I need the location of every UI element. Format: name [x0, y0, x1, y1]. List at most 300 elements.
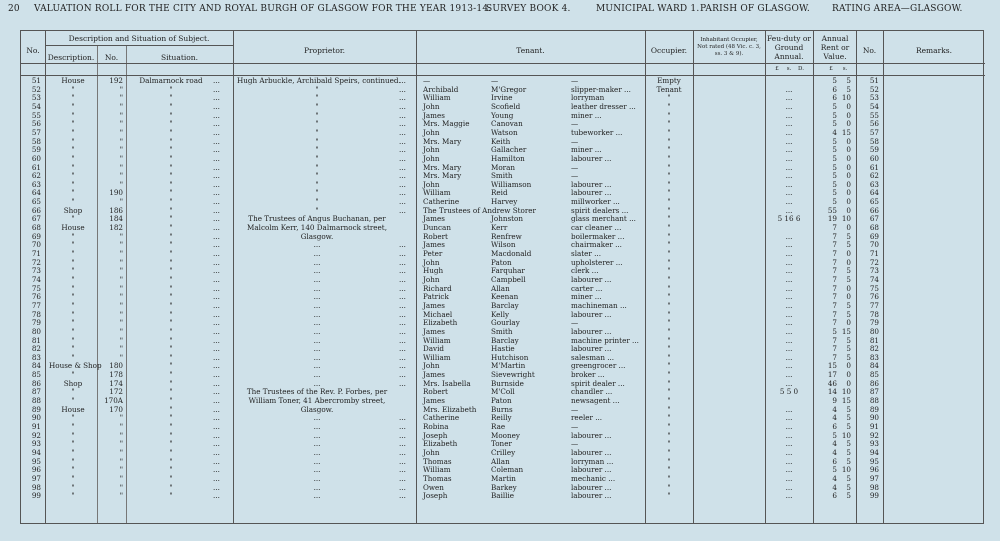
- row-rent-pounds: 7: [832, 335, 837, 345]
- row-feuduty: ...: [785, 309, 793, 319]
- row-rent-shillings: 0: [846, 292, 851, 302]
- row-situation-dots: ...: [213, 309, 220, 319]
- row-description: ": [71, 231, 75, 241]
- row-tenant-first: William: [423, 465, 451, 475]
- row-tenant-last: Burnside: [491, 378, 524, 388]
- row-rent-pounds: 46: [827, 378, 837, 388]
- row-tenant-last: Smith: [491, 326, 513, 336]
- row-tenant-occupation: —: [571, 162, 579, 172]
- row-tenant-occupation: labourer ...: [571, 326, 612, 336]
- row-tenant-first: John: [423, 145, 440, 155]
- row-proprietor-dots: ...: [399, 361, 406, 371]
- row-proprietor: ": [315, 84, 319, 94]
- row-situation: ": [169, 197, 173, 207]
- row-description: ": [71, 93, 75, 103]
- row-tenant-occupation: machineman ...: [571, 300, 627, 310]
- row-number-repeat: 90: [869, 413, 879, 423]
- row-tenant-occupation: machine printer ...: [571, 335, 639, 345]
- col-proprietor-header: Proprietor.: [303, 46, 346, 55]
- row-proprietor-dots: ...: [399, 179, 406, 189]
- row-tenant-first: Catherine: [423, 413, 460, 423]
- row-subject-no: ": [119, 84, 123, 94]
- row-occupier: ": [667, 378, 671, 388]
- row-tenant-last: Gourlay: [491, 318, 520, 328]
- row-occupier: ": [667, 361, 671, 371]
- row-feuduty: ...: [785, 153, 793, 163]
- row-proprietor-dots: ...: [399, 456, 406, 466]
- row-situation-dots: ...: [213, 318, 220, 328]
- row-description: ": [71, 266, 75, 276]
- row-rent-shillings: 15: [841, 396, 851, 406]
- row-description: ": [71, 162, 75, 172]
- row-number: 54: [31, 101, 41, 111]
- row-proprietor-dots: ...: [399, 101, 406, 111]
- row-occupier: ": [667, 179, 671, 189]
- row-number: 93: [31, 439, 41, 449]
- row-proprietor-dots: ...: [399, 344, 406, 354]
- row-rent-pounds: 4: [832, 127, 837, 137]
- row-situation: ": [169, 326, 173, 336]
- row-proprietor-dots: ...: [399, 378, 406, 388]
- row-tenant-occupation: labourer ...: [571, 482, 612, 492]
- row-rent-pounds: 7: [832, 352, 837, 362]
- row-rent-pounds: 7: [832, 223, 837, 233]
- feu-pound-label: £: [775, 66, 779, 72]
- row-tenant-last: Martin: [491, 473, 516, 483]
- row-occupier: ": [667, 188, 671, 198]
- row-tenant-first: Patrick: [423, 292, 449, 302]
- row-description: ": [71, 179, 75, 189]
- row-situation: ": [169, 274, 173, 284]
- row-situation-dots: ...: [213, 136, 220, 146]
- row-proprietor: Hugh Arbuckle, Archibald Speirs, continued.: [237, 76, 401, 85]
- row-proprietor: ...: [313, 249, 321, 258]
- row-rent-shillings: 5: [846, 240, 851, 250]
- row-tenant-first: Hugh: [423, 266, 444, 276]
- row-tenant-occupation: miner ...: [571, 110, 602, 120]
- row-feuduty: ...: [785, 335, 793, 345]
- row-rent-pounds: 14: [827, 387, 837, 397]
- row-situation-dots: ...: [213, 240, 220, 250]
- row-rent-shillings: 0: [846, 249, 851, 258]
- row-situation: ": [169, 153, 173, 163]
- col-occupier-header: Occupier.: [650, 46, 688, 55]
- row-proprietor: ": [315, 136, 319, 146]
- row-number-repeat: 54: [869, 101, 879, 111]
- row-feuduty: ...: [785, 422, 793, 431]
- row-tenant-last: M'Coll: [491, 387, 515, 397]
- row-situation-dots: ...: [213, 491, 220, 501]
- row-number-repeat: 67: [869, 214, 879, 224]
- municipal-ward: MUNICIPAL WARD 1.: [596, 4, 700, 14]
- row-rent-pounds: 5: [832, 162, 837, 172]
- row-tenant-occupation: newsagent ...: [571, 396, 620, 406]
- row-feuduty: ...: [785, 378, 793, 388]
- row-situation-dots: ...: [213, 205, 220, 215]
- row-proprietor-dots: ...: [399, 292, 406, 302]
- row-number: 80: [31, 326, 41, 336]
- row-proprietor-dots: ...: [399, 318, 406, 328]
- row-rent-shillings: 0: [846, 101, 851, 111]
- row-situation-dots: ...: [213, 378, 220, 388]
- row-occupier: ": [667, 352, 671, 362]
- row-tenant-occupation: —: [571, 422, 579, 431]
- row-number-repeat: 88: [869, 396, 879, 406]
- row-tenant-last: Irvine: [491, 93, 513, 103]
- row-occupier: ": [667, 396, 671, 406]
- row-occupier: ": [667, 249, 671, 258]
- row-rent-shillings: 0: [846, 205, 851, 215]
- row-situation-dots: ...: [213, 387, 220, 397]
- row-number: 72: [31, 257, 41, 267]
- row-feuduty: ...: [785, 119, 793, 129]
- row-rent-shillings: 10: [841, 465, 851, 475]
- row-situation-dots: ...: [213, 179, 220, 189]
- row-occupier: ": [667, 266, 671, 276]
- row-feuduty: ...: [785, 145, 793, 155]
- row-situation-dots: ...: [213, 223, 220, 233]
- row-rent-pounds: 17: [827, 370, 837, 380]
- row-number: 75: [31, 283, 41, 293]
- row-proprietor-dots: ...: [399, 110, 406, 120]
- row-proprietor-dots: ...: [399, 370, 406, 380]
- row-occupier: ": [667, 136, 671, 146]
- row-subject-no: ": [119, 257, 123, 267]
- row-proprietor-dots: ...: [399, 482, 406, 492]
- row-number-repeat: 65: [869, 197, 879, 207]
- row-tenant-occupation: —: [571, 318, 579, 328]
- row-description: House: [61, 404, 85, 414]
- row-proprietor-dots: ...: [399, 162, 406, 172]
- row-proprietor: ": [315, 93, 319, 103]
- row-subject-no: ": [119, 197, 123, 207]
- row-tenant-last: Reilly: [491, 413, 512, 423]
- row-proprietor: ...: [313, 422, 321, 431]
- row-proprietor: ...: [313, 283, 321, 293]
- row-tenant-first: Mrs. Mary: [423, 171, 462, 181]
- row-number: 67: [31, 214, 41, 224]
- row-number-repeat: 97: [869, 473, 879, 483]
- row-proprietor-dots: ...: [399, 473, 406, 483]
- row-proprietor-dots: ...: [399, 352, 406, 362]
- row-proprietor-dots: ...: [399, 430, 406, 440]
- row-feuduty: ...: [785, 188, 793, 198]
- row-rent-pounds: 6: [832, 456, 837, 466]
- row-number: 77: [31, 300, 41, 310]
- row-occupier: ": [667, 101, 671, 111]
- row-tenant-occupation: boilermaker ...: [571, 231, 625, 241]
- row-description: ": [71, 84, 75, 94]
- row-occupier: ": [667, 257, 671, 267]
- row-tenant-first: Elizabeth: [423, 318, 458, 328]
- row-situation-dots: ...: [213, 93, 220, 103]
- row-subject-no: 192: [109, 76, 123, 85]
- row-tenant-first: Archibald: [423, 84, 459, 94]
- row-tenant-last: Paton: [491, 396, 512, 406]
- row-description: House & Shop: [49, 361, 102, 371]
- row-rent-pounds: 5: [832, 171, 837, 181]
- row-rent-pounds: 7: [832, 231, 837, 241]
- row-number-repeat: 89: [869, 404, 879, 414]
- row-rent-pounds: 4: [832, 447, 837, 457]
- row-rent-pounds: 7: [832, 274, 837, 284]
- row-tenant-last: Reid: [491, 188, 508, 198]
- row-feuduty: ...: [785, 318, 793, 328]
- row-situation: ": [169, 249, 173, 258]
- row-description: ": [71, 309, 75, 319]
- row-number-repeat: 64: [869, 188, 879, 198]
- row-occupier: ": [667, 110, 671, 120]
- row-rent-pounds: 5: [832, 430, 837, 440]
- row-tenant-last: Hutchison: [491, 352, 529, 362]
- row-number-repeat: 61: [869, 162, 879, 172]
- row-subject-no: ": [119, 231, 123, 241]
- row-tenant-first: Thomas: [423, 473, 452, 483]
- row-rent-shillings: 5: [846, 231, 851, 241]
- row-proprietor-dots: ...: [399, 266, 406, 276]
- row-proprietor: ": [315, 127, 319, 137]
- row-occupier: ": [667, 335, 671, 345]
- row-tenant-last: Crilley: [491, 447, 516, 457]
- row-rent-shillings: 5: [846, 335, 851, 345]
- page-header: [0, 4, 1000, 18]
- row-tenant-first: James: [423, 214, 445, 224]
- row-number-repeat: 59: [869, 145, 879, 155]
- row-description: ": [71, 491, 75, 501]
- row-proprietor-dots: ...: [399, 153, 406, 163]
- row-rent-pounds: 7: [832, 283, 837, 293]
- row-subject-no: 180: [109, 361, 123, 371]
- row-situation-dots: ...: [213, 430, 220, 440]
- row-number: 62: [31, 171, 41, 181]
- row-situation: ": [169, 283, 173, 293]
- row-tenant-first: Mrs. Maggie: [423, 119, 470, 129]
- row-proprietor-dots: ...: [399, 422, 406, 431]
- row-number: 79: [31, 318, 41, 328]
- row-number: 89: [31, 404, 41, 414]
- row-tenant-occupation: —: [571, 136, 579, 146]
- row-description: ": [71, 439, 75, 449]
- row-proprietor: ...: [313, 309, 321, 319]
- row-tenant-first: Richard: [423, 283, 452, 293]
- row-tenant-last: Toner: [491, 439, 512, 449]
- row-proprietor-dots: ...: [399, 413, 406, 423]
- row-situation: ": [169, 456, 173, 466]
- row-tenant-first: Duncan: [423, 223, 451, 233]
- row-subject-no: ": [119, 93, 123, 103]
- row-tenant-first: John: [423, 274, 440, 284]
- row-proprietor-dots: ...: [399, 283, 406, 293]
- row-tenant-last: Scofield: [491, 101, 521, 111]
- row-tenant-first: William: [423, 93, 451, 103]
- row-situation-dots: ...: [213, 249, 220, 258]
- row-rent-pounds: 6: [832, 84, 837, 94]
- row-tenant-last: Smith: [491, 171, 513, 181]
- row-number-repeat: 60: [869, 153, 879, 163]
- row-number-repeat: 63: [869, 179, 879, 189]
- row-situation: ": [169, 136, 173, 146]
- row-number: 57: [31, 127, 41, 137]
- row-feuduty: ...: [785, 430, 793, 440]
- row-feuduty: ...: [785, 465, 793, 475]
- row-situation-dots: ...: [213, 145, 220, 155]
- row-occupier: ": [667, 231, 671, 241]
- row-description: ": [71, 300, 75, 310]
- row-situation-dots: ...: [213, 473, 220, 483]
- row-occupier: ": [667, 344, 671, 354]
- row-subject-no: ": [119, 309, 123, 319]
- row-proprietor-dots: ...: [399, 274, 406, 284]
- row-situation: ": [169, 93, 173, 103]
- row-subject-no: ": [119, 335, 123, 345]
- row-tenant-first: John: [423, 153, 440, 163]
- row-rent-pounds: 7: [832, 266, 837, 276]
- row-rent-pounds: 6: [832, 491, 837, 501]
- row-feuduty: ...: [785, 231, 793, 241]
- row-subject-no: ": [119, 439, 123, 449]
- row-feuduty: ...: [785, 447, 793, 457]
- row-number: 86: [31, 378, 41, 388]
- row-description: ": [71, 119, 75, 129]
- row-number: 85: [31, 370, 41, 380]
- row-description: ": [71, 447, 75, 457]
- row-tenant-occupation: —: [571, 76, 579, 85]
- row-subject-no: ": [119, 491, 123, 501]
- row-tenant-last: Macdonald: [491, 249, 532, 258]
- row-situation-dots: ...: [213, 482, 220, 492]
- row-proprietor: Glasgow.: [300, 231, 334, 241]
- row-description: Shop: [63, 378, 83, 388]
- row-proprietor: ...: [313, 257, 321, 267]
- row-subject-no: 170A: [104, 396, 123, 406]
- row-situation-dots: ...: [213, 361, 220, 371]
- row-rent-shillings: 0: [846, 179, 851, 189]
- row-situation-dots: ...: [213, 283, 220, 293]
- row-tenant-last: Mooney: [491, 430, 520, 440]
- row-description: ": [71, 257, 75, 267]
- col-tenant-header: Tenant.: [516, 46, 545, 55]
- row-rent-pounds: 5: [832, 101, 837, 111]
- row-tenant-first: John: [423, 127, 440, 137]
- row-rent-shillings: 0: [846, 370, 851, 380]
- row-description: ": [71, 326, 75, 336]
- row-occupier: ": [667, 491, 671, 501]
- table-row: [21, 492, 985, 501]
- row-tenant-occupation: labourer ...: [571, 430, 612, 440]
- row-situation: ": [169, 119, 173, 129]
- row-proprietor: ...: [313, 274, 321, 284]
- row-rent-pounds: 7: [832, 292, 837, 302]
- row-rent-shillings: 0: [846, 283, 851, 293]
- row-situation-dots: ...: [213, 214, 220, 224]
- row-tenant-first: John: [423, 361, 440, 371]
- row-tenant-last: Allan: [491, 283, 510, 293]
- row-subject-no: ": [119, 179, 123, 189]
- row-situation: ": [169, 110, 173, 120]
- row-occupier: ": [667, 223, 671, 233]
- row-proprietor-dots: ...: [399, 240, 406, 250]
- row-tenant-occupation: labourer ...: [571, 188, 612, 198]
- row-subject-no: 174: [109, 378, 123, 388]
- row-occupier: ": [667, 93, 671, 103]
- row-situation: ": [169, 335, 173, 345]
- row-subject-no: ": [119, 266, 123, 276]
- row-number: 74: [31, 274, 41, 284]
- row-tenant-last: Barclay: [491, 300, 519, 310]
- row-proprietor: ": [315, 119, 319, 129]
- row-tenant-occupation: broker ...: [571, 370, 605, 380]
- row-number-repeat: 91: [869, 422, 879, 431]
- row-proprietor: ...: [313, 335, 321, 345]
- row-occupier: ": [667, 447, 671, 457]
- row-rent-shillings: 5: [846, 274, 851, 284]
- annual-pound-label: £: [829, 66, 833, 72]
- row-subject-no: ": [119, 422, 123, 431]
- row-occupier: ": [667, 205, 671, 215]
- row-tenant-last: Kelly: [491, 309, 510, 319]
- row-number-repeat: 77: [869, 300, 879, 310]
- row-rent-pounds: 5: [832, 119, 837, 129]
- row-subject-no: ": [119, 162, 123, 172]
- row-situation-dots: ...: [213, 396, 220, 406]
- row-number: 71: [31, 249, 41, 258]
- row-tenant-occupation: labourer ...: [571, 153, 612, 163]
- row-rent-shillings: 0: [846, 145, 851, 155]
- row-tenant-last: Hamilton: [491, 153, 525, 163]
- row-subject-no: 186: [109, 205, 123, 215]
- row-subject-no: ": [119, 318, 123, 328]
- row-rent-shillings: 15: [841, 326, 851, 336]
- row-situation: ": [169, 214, 173, 224]
- row-description: ": [71, 456, 75, 466]
- row-rent-pounds: 7: [832, 249, 837, 258]
- row-proprietor: ...: [313, 413, 321, 423]
- row-number: 65: [31, 197, 41, 207]
- row-description: ": [71, 344, 75, 354]
- row-feuduty: ...: [785, 326, 793, 336]
- row-tenant-last: Coleman: [491, 465, 524, 475]
- row-occupier: Empty: [657, 76, 681, 85]
- row-tenant-last: Paton: [491, 257, 512, 267]
- row-tenant-last: Baillie: [491, 491, 515, 501]
- row-occupier: ": [667, 274, 671, 284]
- row-proprietor-dots: ...: [399, 127, 406, 137]
- row-rent-shillings: 0: [846, 110, 851, 120]
- row-rent-pounds: 7: [832, 344, 837, 354]
- row-situation-dots: ...: [213, 439, 220, 449]
- row-rent-pounds: 5: [832, 197, 837, 207]
- row-situation-dots: ...: [213, 188, 220, 198]
- row-proprietor: ...: [313, 456, 321, 466]
- col-annual-header: Annual Rent or Value.: [820, 34, 850, 61]
- col-no-header: No.: [26, 46, 40, 55]
- row-proprietor: ": [315, 162, 319, 172]
- row-proprietor: ...: [313, 491, 321, 501]
- row-number-repeat: 95: [869, 456, 879, 466]
- row-proprietor-dots: ...: [399, 197, 406, 207]
- feu-shilling-label: s.: [786, 66, 792, 72]
- row-subject-no: ": [119, 101, 123, 111]
- row-number: 95: [31, 456, 41, 466]
- rating-area: RATING AREA—GLASGOW.: [832, 4, 963, 14]
- row-tenant-occupation: chairmaker ...: [571, 240, 622, 250]
- row-proprietor-dots: ...: [399, 326, 406, 336]
- row-rent-shillings: 5: [846, 309, 851, 319]
- row-occupier: ": [667, 153, 671, 163]
- row-tenant-last: Campbell: [491, 274, 526, 284]
- row-number: 63: [31, 179, 41, 189]
- row-rent-shillings: 0: [846, 197, 851, 207]
